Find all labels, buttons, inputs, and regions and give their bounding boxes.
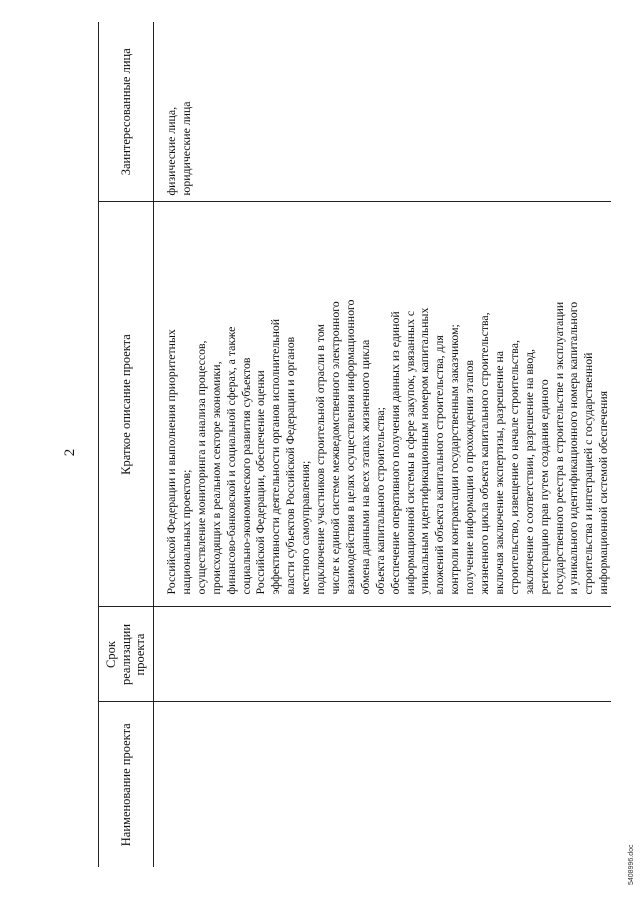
description-line: власти субъектов Российской Федерации и органов [283,336,298,595]
description-line: вложений объекта капитального строительства, для [432,335,447,595]
description-line: эффективности деятельности органов исполнительной [268,318,283,595]
description-line: осуществление мониторинга и анализа процессов, [193,340,208,595]
interested-party-line: физические лица, [164,106,178,196]
description-line: контроли контрактации государственным заказчиком; [447,324,462,595]
cell-term [154,607,612,702]
description-line: государственного реестра в строительстве и эксплуатации [551,301,566,595]
description-line: строительство, извещение о начале строительства, [506,340,521,595]
description-line: регистрацию прав путем создания единого [536,379,551,595]
description-line: включая заключение экспертизы, разрешение на [491,350,506,595]
description-line: уникальным идентификационным номером капитальных [417,307,432,595]
description-line: взаимодействия в целях осуществления информационного [342,299,357,595]
description-line: Российской Федерации, обеспечение оценки [253,370,268,595]
description-line: финансово-банковской и социальной сферах, а также [223,326,238,595]
document-code: 5408996.doc [628,844,635,885]
header-term: Срок реализации проекта [99,607,154,702]
table-row [154,22,612,867]
projects-table [98,22,611,867]
cell-project-name [154,702,612,867]
description-line: информационной системы в сфере закупок, увязанных с [402,310,417,595]
description-line: числе к единой системе межведомственного электронного [327,301,342,595]
description-line: информационной системой обеспечения [596,390,611,595]
header-project-name: Наименование проекта [99,702,154,867]
table-header-row [99,22,154,867]
description-line: Российской Федерации и выполнения приоритетных [164,329,178,595]
interested-party-line: юридические лица [178,101,193,196]
cell-interested-parties [154,22,612,202]
description-line: обеспечение оперативного получения данных из единой [387,311,402,595]
header-description: Краткое описание проекта [99,202,154,607]
description-line: национальных проектов; [178,469,193,595]
description-line: объекта капитального строительства; [372,407,387,595]
description-line: происходящих в реальном секторе экономики, [208,361,223,595]
cell-description [154,202,612,607]
description-line: получение информации о прохождении этапов [462,360,477,595]
header-interested-parties: Заинтересованные лица [99,22,154,202]
description-line: местного самоуправления; [298,460,313,595]
description-line: жизненного цикла объекта капитального строительства, [477,312,492,595]
description-line: заключение о соответствии, разрешение на ввод, [521,349,536,595]
page-number: 2 [62,448,78,457]
description-line: социально-экономического развития субъектов [238,357,253,595]
description-line: и уникального идентификационного номера капитального [566,301,581,595]
description-line: подключение участников строительной отрасли в том [313,324,328,595]
description-line: строительства и интеграцией с государственной [581,352,596,595]
description-line: обмена данными на всех этапах жизненного цикла [357,339,372,595]
